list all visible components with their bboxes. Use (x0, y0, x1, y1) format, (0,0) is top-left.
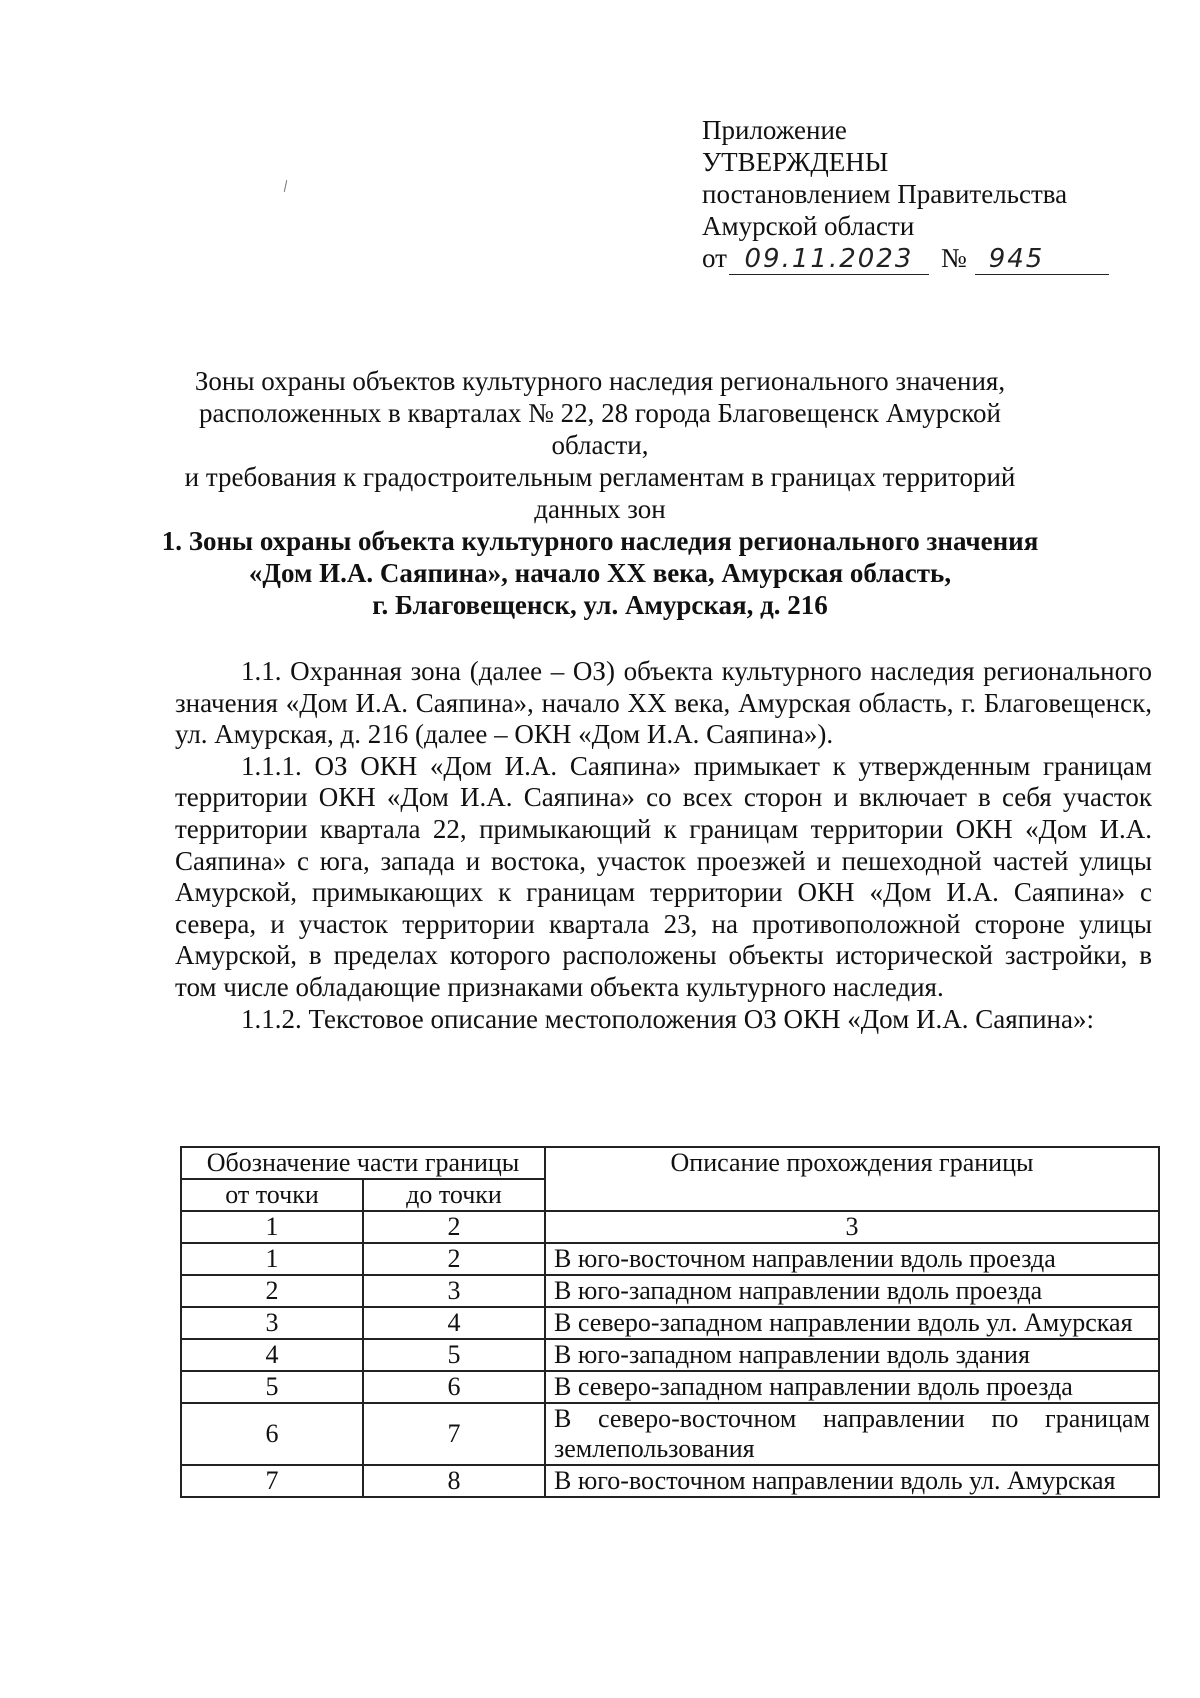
header-from-point: от точки (181, 1179, 363, 1211)
approval-line-2: УТВЕРЖДЕНЫ (702, 147, 889, 177)
date-prefix: от (702, 243, 727, 273)
column-number: 2 (363, 1211, 545, 1243)
table-row (181, 1243, 1159, 1275)
section-line-3: г. Благовещенск, ул. Амурская, д. 216 (372, 590, 828, 620)
approval-line-3: постановлением Правительства (702, 179, 1068, 209)
handwritten-date: 09.11.2023 (729, 244, 929, 275)
boundary-table (180, 1146, 1160, 1498)
from-point: 2 (181, 1275, 363, 1307)
from-point: 5 (181, 1371, 363, 1403)
number-prefix: № (940, 243, 967, 273)
approval-line-1: Приложение (702, 115, 847, 145)
paragraph-1-1-2: 1.1.2. Текстовое описание местоположения ОЗ ОКН «Дом И.А. Саяпина»: (241, 1003, 1094, 1034)
title-line-3: и требования к градостроительным регламентам в границах территорий (184, 462, 1016, 492)
boundary-description: В юго-восточном направлении вдоль ул. Амурская (545, 1465, 1159, 1497)
approval-block (702, 114, 1109, 275)
document-title (150, 365, 1050, 525)
approval-date-number-line (702, 242, 1109, 275)
boundary-description: В северо-восточном направлении по границам землепользования (545, 1403, 1159, 1465)
paragraph-1-1-1: 1.1.1. ОЗ ОКН «Дом И.А. Саяпина» примыкает к утвержденным границам территории ОКН «Дом И.А. Саяпина» со всех сторон и включает в себя участок территории квартала 22, примыкающий к границам территории ОКН «Дом И.А. Саяпина» с юга, запада и востока, участок проезжей и пешеходной частей улицы Амурской, примыкающих к границам территории ОКН «Дом И.А. Саяпина» с севера, и участок территории квартала 23, на противоположной стороне улицы Амурской, в пределах которого расположены объекты исторической застройки, в том числе обладающие признаками объекта культурного наследия. (175, 750, 1152, 1002)
column-number: 3 (545, 1211, 1159, 1243)
to-point: 5 (363, 1339, 545, 1371)
from-point: 6 (181, 1403, 363, 1465)
scan-mark (284, 180, 287, 192)
table-row (181, 1339, 1159, 1371)
table-row (181, 1465, 1159, 1497)
from-point: 3 (181, 1307, 363, 1339)
title-line-2: расположенных в кварталах № 22, 28 города Благовещенск Амурской области, (199, 398, 1001, 460)
boundary-description: В юго-западном направлении вдоль проезда (545, 1275, 1159, 1307)
body-text (175, 656, 1152, 1035)
approval-line-4: Амурской области (702, 211, 915, 241)
header-boundary-part: Обозначение части границы (181, 1147, 545, 1179)
from-point: 7 (181, 1465, 363, 1497)
handwritten-number: 945 (975, 244, 1109, 275)
table-row (181, 1307, 1159, 1339)
table-header-row (181, 1147, 1159, 1179)
table-row (181, 1371, 1159, 1403)
title-line-4: данных зон (534, 494, 666, 524)
section-line-2: «Дом И.А. Саяпина», начало XX века, Амурская область, (248, 558, 952, 588)
to-point: 8 (363, 1465, 545, 1497)
boundary-description: В северо-западном направлении вдоль проезда (545, 1371, 1159, 1403)
paragraph-1-1: 1.1. Охранная зона (далее – ОЗ) объекта культурного наследия регионального значения «Дом И.А. Саяпина», начало XX века, Амурская область, г. Благовещенск, ул. Амурская, д. 216 (далее – ОКН «Дом И.А. Саяпина»). (175, 656, 1152, 750)
boundary-description: В северо-западном направлении вдоль ул. Амурская (545, 1307, 1159, 1339)
column-number: 1 (181, 1211, 363, 1243)
table-column-number-row (181, 1211, 1159, 1243)
title-line-1: Зоны охраны объектов культурного наследия регионального значения, (194, 366, 1006, 396)
to-point: 6 (363, 1371, 545, 1403)
to-point: 7 (363, 1403, 545, 1465)
to-point: 3 (363, 1275, 545, 1307)
header-to-point: до точки (363, 1179, 545, 1211)
header-description: Описание прохождения границы (545, 1147, 1159, 1211)
boundary-description: В юго-восточном направлении вдоль проезда (545, 1243, 1159, 1275)
from-point: 4 (181, 1339, 363, 1371)
table-row (181, 1275, 1159, 1307)
boundary-description: В юго-западном направлении вдоль здания (545, 1339, 1159, 1371)
table-row (181, 1403, 1159, 1465)
section-line-1: 1. Зоны охраны объекта культурного наследия регионального значения (161, 526, 1039, 556)
to-point: 4 (363, 1307, 545, 1339)
to-point: 2 (363, 1243, 545, 1275)
from-point: 1 (181, 1243, 363, 1275)
section-heading (150, 525, 1050, 621)
